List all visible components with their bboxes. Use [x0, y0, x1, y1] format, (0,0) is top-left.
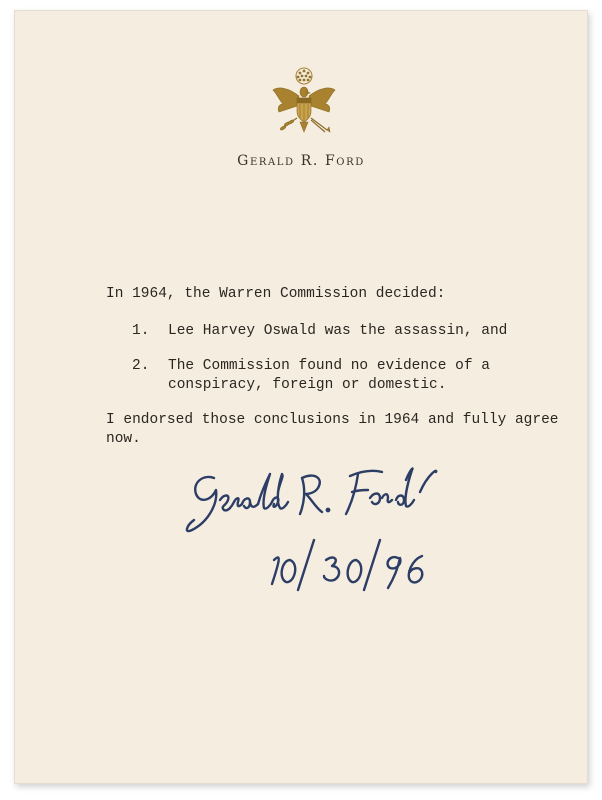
letterhead-name: Gerald R. Ford	[237, 153, 365, 169]
letter-sheet	[14, 10, 588, 784]
presidential-eagle-seal-icon	[269, 66, 339, 146]
list-item-text	[168, 357, 490, 395]
closing-paragraph	[106, 411, 558, 449]
closing-line: I endorsed those conclusions in 1964 and fully agree	[106, 412, 559, 428]
list-item-text: Lee Harvey Oswald was the assassin, and	[168, 323, 508, 339]
handwritten-signature	[174, 460, 474, 610]
list-item-number: 2.	[132, 358, 150, 374]
list-item-number: 1.	[132, 323, 150, 339]
list-item-line: conspiracy, foreign or domestic.	[168, 377, 447, 393]
list-item-line: The Commission found no evidence of a	[168, 358, 490, 374]
closing-line: now.	[106, 431, 141, 447]
intro-paragraph: In 1964, the Warren Commission decided:	[106, 286, 446, 302]
